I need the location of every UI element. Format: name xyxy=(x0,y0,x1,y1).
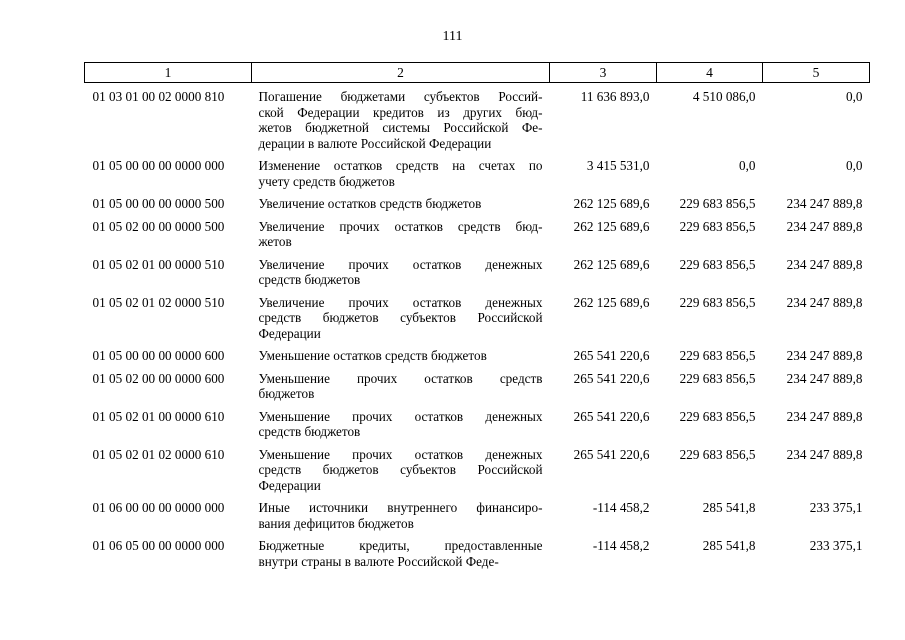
amount-col-3: 265 541 220,6 xyxy=(573,408,650,424)
description-line: средств бюджетов субъектов Российской xyxy=(258,310,543,325)
page-number: 111 xyxy=(442,29,463,44)
amount-col-3: -114 458,2 xyxy=(592,538,650,553)
description-line: Увеличение остатков средств бюджетов xyxy=(258,196,482,211)
budget-sources-table xyxy=(84,62,870,576)
amount-col-5: 234 247 889,8 xyxy=(786,218,863,234)
table-row xyxy=(85,295,870,349)
amount-col-5: 234 247 889,8 xyxy=(786,370,863,386)
classification-code: 01 05 00 00 00 0000 600 xyxy=(92,348,225,363)
item-description xyxy=(252,538,550,576)
amount-col-4: 229 683 856,5 xyxy=(679,256,756,272)
classification-code: 01 05 02 00 00 0000 600 xyxy=(92,370,225,386)
table-row xyxy=(85,371,870,409)
description-line: Уменьшение остатков средств бюджетов xyxy=(258,348,487,363)
amount-col-4: 229 683 856,5 xyxy=(679,218,756,234)
table-row xyxy=(85,447,870,501)
description-line: внутри страны в валюте Российской Феде- xyxy=(258,553,499,569)
item-description xyxy=(252,409,550,447)
description-line: Уменьшение прочих остатков денежных xyxy=(258,408,543,424)
description-line: средств бюджетов xyxy=(258,272,361,287)
item-description xyxy=(252,371,550,409)
amount-col-3: 262 125 689,6 xyxy=(573,196,650,211)
item-description xyxy=(252,348,550,371)
amount-col-3: 3 415 531,0 xyxy=(586,158,650,173)
description-line: Федерации xyxy=(258,325,321,341)
amount-col-5: 234 247 889,8 xyxy=(786,256,863,272)
table-row xyxy=(85,196,870,219)
description-line: бюджетов xyxy=(258,386,315,401)
description-line: вания дефицитов бюджетов xyxy=(258,515,414,531)
table-row xyxy=(85,83,870,159)
description-line: Увеличение прочих остатков средств бюд- xyxy=(258,218,543,234)
table-row xyxy=(85,538,870,576)
item-description xyxy=(252,158,550,196)
description-line: Иные источники внутреннего финансиро- xyxy=(258,500,543,515)
classification-code: 01 05 02 01 02 0000 610 xyxy=(92,446,225,462)
amount-col-3: 262 125 689,6 xyxy=(573,256,650,272)
amount-col-5: 233 375,1 xyxy=(809,500,863,515)
item-description xyxy=(252,196,550,219)
amount-col-4: 285 541,8 xyxy=(702,538,756,553)
classification-code: 01 05 02 01 00 0000 510 xyxy=(92,256,225,272)
item-description xyxy=(252,257,550,295)
amount-col-3: 265 541 220,6 xyxy=(573,348,650,363)
description-line: учету средств бюджетов xyxy=(258,173,395,189)
classification-code: 01 05 02 01 00 0000 610 xyxy=(92,408,225,424)
classification-code: 01 06 05 00 00 0000 000 xyxy=(92,538,225,553)
item-description xyxy=(252,295,550,349)
amount-col-3: 265 541 220,6 xyxy=(573,370,650,386)
amount-col-5: 234 247 889,8 xyxy=(786,348,863,363)
description-line: жетов бюджетной системы Российской Фе- xyxy=(258,120,543,135)
classification-code: 01 03 01 00 02 0000 810 xyxy=(92,89,225,104)
amount-col-3: 265 541 220,6 xyxy=(573,446,650,462)
description-line: Уменьшение прочих остатков средств xyxy=(258,370,543,386)
amount-col-4: 285 541,8 xyxy=(702,500,756,515)
description-line: Изменение остатков средств на счетах по xyxy=(258,158,543,173)
amount-col-5: 234 247 889,8 xyxy=(786,294,863,310)
classification-code: 01 05 00 00 00 0000 000 xyxy=(92,158,225,173)
description-line: Бюджетные кредиты, предоставленные xyxy=(258,538,543,553)
amount-col-4: 229 683 856,5 xyxy=(679,196,756,211)
classification-code: 01 05 02 01 02 0000 510 xyxy=(92,294,225,310)
description-line: дерации в валюте Российской Федерации xyxy=(258,135,492,151)
description-line: Уменьшение прочих остатков денежных xyxy=(258,446,543,462)
amount-col-4: 229 683 856,5 xyxy=(679,348,756,363)
description-line: средств бюджетов xyxy=(258,424,361,439)
amount-col-3: 11 636 893,0 xyxy=(580,89,650,104)
amount-col-5: 234 247 889,8 xyxy=(786,408,863,424)
description-line: Погашение бюджетами субъектов Россий- xyxy=(258,89,543,104)
table-row xyxy=(85,500,870,538)
amount-col-4: 229 683 856,5 xyxy=(679,408,756,424)
description-line: Увеличение прочих остатков денежных xyxy=(258,294,543,310)
description-line: Федерации xyxy=(258,477,321,493)
amount-col-3: 262 125 689,6 xyxy=(573,294,650,310)
amount-col-5: 0,0 xyxy=(846,158,863,173)
table-row xyxy=(85,158,870,196)
column-header-1: 1 xyxy=(85,63,252,83)
table-header xyxy=(85,63,870,83)
classification-code: 01 06 00 00 00 0000 000 xyxy=(92,500,225,515)
amount-col-5: 233 375,1 xyxy=(809,538,863,553)
item-description xyxy=(252,83,550,159)
column-header-3: 3 xyxy=(550,63,657,83)
amount-col-3: 262 125 689,6 xyxy=(573,218,650,234)
description-line: жетов xyxy=(258,234,292,249)
item-description xyxy=(252,219,550,257)
amount-col-4: 229 683 856,5 xyxy=(679,370,756,386)
amount-col-5: 0,0 xyxy=(846,89,863,104)
amount-col-4: 229 683 856,5 xyxy=(679,446,756,462)
item-description xyxy=(252,447,550,501)
table-row xyxy=(85,348,870,371)
description-line: ской Федерации кредитов из других бюд- xyxy=(258,104,543,120)
amount-col-5: 234 247 889,8 xyxy=(786,196,863,211)
amount-col-3: -114 458,2 xyxy=(592,500,650,515)
amount-col-4: 229 683 856,5 xyxy=(679,294,756,310)
table-row xyxy=(85,257,870,295)
amount-col-4: 0,0 xyxy=(739,158,756,173)
classification-code: 01 05 02 00 00 0000 500 xyxy=(92,218,225,234)
description-line: Увеличение прочих остатков денежных xyxy=(258,256,543,272)
column-header-5: 5 xyxy=(763,63,870,83)
description-line: средств бюджетов субъектов Российской xyxy=(258,462,543,477)
table-body xyxy=(85,83,870,577)
column-header-2: 2 xyxy=(252,63,550,83)
item-description xyxy=(252,500,550,538)
table-row xyxy=(85,409,870,447)
classification-code: 01 05 00 00 00 0000 500 xyxy=(92,196,225,211)
column-header-4: 4 xyxy=(657,63,763,83)
amount-col-4: 4 510 086,0 xyxy=(692,89,756,104)
amount-col-5: 234 247 889,8 xyxy=(786,446,863,462)
table-row xyxy=(85,219,870,257)
